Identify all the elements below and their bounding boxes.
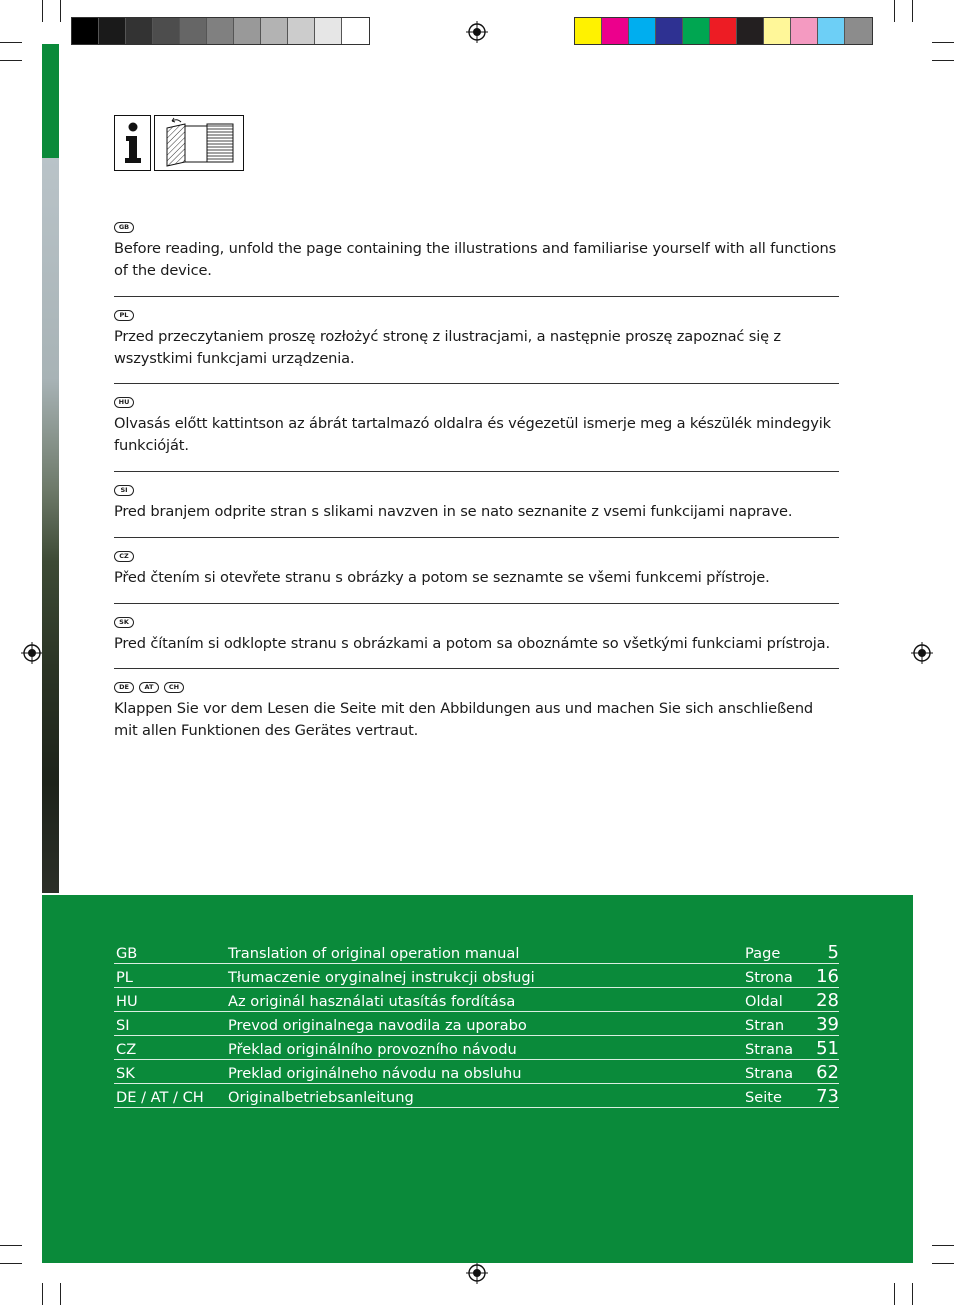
divider bbox=[114, 296, 839, 297]
toc-language-code: HU bbox=[116, 993, 138, 1010]
registration-mark-icon bbox=[466, 21, 488, 43]
country-badge: AT bbox=[139, 682, 159, 693]
color-swatch bbox=[737, 18, 764, 44]
color-swatch bbox=[207, 18, 234, 44]
info-icon bbox=[114, 115, 151, 171]
color-swatch bbox=[629, 18, 656, 44]
divider bbox=[114, 383, 839, 384]
instruction-text: Przed przeczytaniem proszę rozłożyć stronę z ilustracjami, a następnie proszę zapoznać się z wszystkimi funkcjami urządzenia. bbox=[114, 328, 781, 367]
country-badges bbox=[114, 617, 839, 630]
country-badge: DE bbox=[114, 682, 134, 693]
color-swatch bbox=[818, 18, 845, 44]
country-badge: CH bbox=[164, 682, 184, 693]
language-block bbox=[114, 222, 839, 282]
language-block bbox=[114, 682, 839, 742]
toc-page-number: 73 bbox=[816, 1086, 839, 1107]
registration-mark-icon bbox=[21, 642, 43, 664]
instruction-text: Klappen Sie vor dem Lesen die Seite mit den Abbildungen aus und machen Sie sich anschließend mit allen Funktionen des Gerätes vertraut. bbox=[114, 700, 814, 739]
toc-page-label: Strona bbox=[745, 969, 793, 986]
toc-page-number: 16 bbox=[816, 966, 839, 987]
instruction-text: Před čtením si otevřete stranu s obrázky a potom se seznamte se všemi funkcemi přístroje. bbox=[114, 569, 770, 586]
divider bbox=[114, 471, 839, 472]
toc-page-label: Strana bbox=[745, 1065, 794, 1082]
toc-page-number: 28 bbox=[816, 990, 839, 1011]
toc-page-label: Strana bbox=[745, 1041, 794, 1058]
color-swatch bbox=[288, 18, 315, 44]
table-of-contents bbox=[114, 940, 839, 1108]
toc-page-number: 62 bbox=[816, 1062, 839, 1083]
toc-page-number: 5 bbox=[827, 942, 839, 963]
color-swatch bbox=[342, 18, 369, 44]
color-swatch bbox=[261, 18, 288, 44]
toc-row[interactable] bbox=[114, 1060, 839, 1084]
instruction-text: Olvasás előtt kattintson az ábrát tartalmazó oldalra és végezetül ismerje meg a készülék mindegyik funkcióját. bbox=[114, 415, 831, 454]
divider bbox=[114, 537, 839, 538]
country-badges bbox=[114, 485, 839, 498]
toc-page-label: Stran bbox=[745, 1017, 785, 1034]
toc-language-code: CZ bbox=[116, 1041, 137, 1058]
color-swatch bbox=[153, 18, 180, 44]
color-swatch bbox=[683, 18, 710, 44]
color-swatch bbox=[845, 18, 872, 44]
toc-row[interactable] bbox=[114, 1084, 839, 1108]
instruction-text: Pred branjem odprite stran s slikami navzven in se nato seznanite z vsemi funkcijami naprave. bbox=[114, 503, 793, 520]
toc-language-code: GB bbox=[116, 945, 138, 962]
toc-row[interactable] bbox=[114, 964, 839, 988]
fold-out-page-icon bbox=[154, 115, 244, 171]
country-badges bbox=[114, 310, 839, 323]
color-swatch bbox=[710, 18, 737, 44]
toc-language-code: SK bbox=[116, 1065, 135, 1082]
toc-title: Preklad originálneho návodu na obsluhu bbox=[228, 1065, 522, 1082]
color-swatch bbox=[764, 18, 791, 44]
toc-row[interactable] bbox=[114, 1012, 839, 1036]
toc-title: Translation of original operation manual bbox=[228, 945, 520, 962]
color-swatch bbox=[180, 18, 207, 44]
color-swatch bbox=[99, 18, 126, 44]
toc-page-label: Seite bbox=[745, 1089, 782, 1106]
language-block bbox=[114, 617, 839, 655]
toc-language-code: DE / AT / CH bbox=[116, 1089, 204, 1106]
toc-row[interactable] bbox=[114, 940, 839, 964]
language-block bbox=[114, 485, 839, 523]
country-badges bbox=[114, 222, 839, 235]
language-block bbox=[114, 397, 839, 457]
toc-title: Originalbetriebsanleitung bbox=[228, 1089, 414, 1106]
language-block bbox=[114, 551, 839, 589]
country-badge: GB bbox=[114, 222, 134, 233]
color-swatch bbox=[791, 18, 818, 44]
grayscale-color-bar bbox=[71, 17, 370, 45]
toc-language-code: SI bbox=[116, 1017, 130, 1034]
country-badges bbox=[114, 682, 839, 695]
color-swatch bbox=[602, 18, 629, 44]
registration-mark-icon bbox=[466, 1262, 488, 1284]
toc-title: Tłumaczenie oryginalnej instrukcji obsługi bbox=[228, 969, 535, 986]
color-swatch bbox=[72, 18, 99, 44]
instruction-text: Before reading, unfold the page containing the illustrations and familiarise yourself with all functions of the device. bbox=[114, 240, 837, 279]
toc-page-label: Oldal bbox=[745, 993, 783, 1010]
color-swatch bbox=[575, 18, 602, 44]
toc-language-code: PL bbox=[116, 969, 133, 986]
instruction-text: Pred čítaním si odklopte stranu s obrázkami a potom sa oboznámte so všetkými funkciami prístroja. bbox=[114, 635, 830, 652]
toc-title: Překlad originálního provozního návodu bbox=[228, 1041, 517, 1058]
country-badge: SK bbox=[114, 617, 134, 628]
toc-row[interactable] bbox=[114, 988, 839, 1012]
country-badge: SI bbox=[114, 485, 134, 496]
toc-page-label: Page bbox=[745, 945, 781, 962]
toc-row[interactable] bbox=[114, 1036, 839, 1060]
color-swatch bbox=[315, 18, 342, 44]
toc-title: Prevod originalnega navodila za uporabo bbox=[228, 1017, 527, 1034]
left-photo-strip bbox=[42, 158, 59, 893]
language-block bbox=[114, 310, 839, 370]
country-badge: HU bbox=[114, 397, 134, 408]
color-swatch bbox=[656, 18, 683, 44]
divider bbox=[114, 668, 839, 669]
country-badges bbox=[114, 397, 839, 410]
country-badges bbox=[114, 551, 839, 564]
registration-mark-icon bbox=[911, 642, 933, 664]
toc-page-number: 51 bbox=[816, 1038, 839, 1059]
left-accent-strip bbox=[42, 44, 59, 158]
toc-page-number: 39 bbox=[816, 1014, 839, 1035]
country-badge: CZ bbox=[114, 551, 134, 562]
process-color-bar bbox=[574, 17, 873, 45]
toc-title: Az originál használati utasítás fordítása bbox=[228, 993, 516, 1010]
country-badge: PL bbox=[114, 310, 134, 321]
color-swatch bbox=[234, 18, 261, 44]
divider bbox=[114, 603, 839, 604]
color-swatch bbox=[126, 18, 153, 44]
